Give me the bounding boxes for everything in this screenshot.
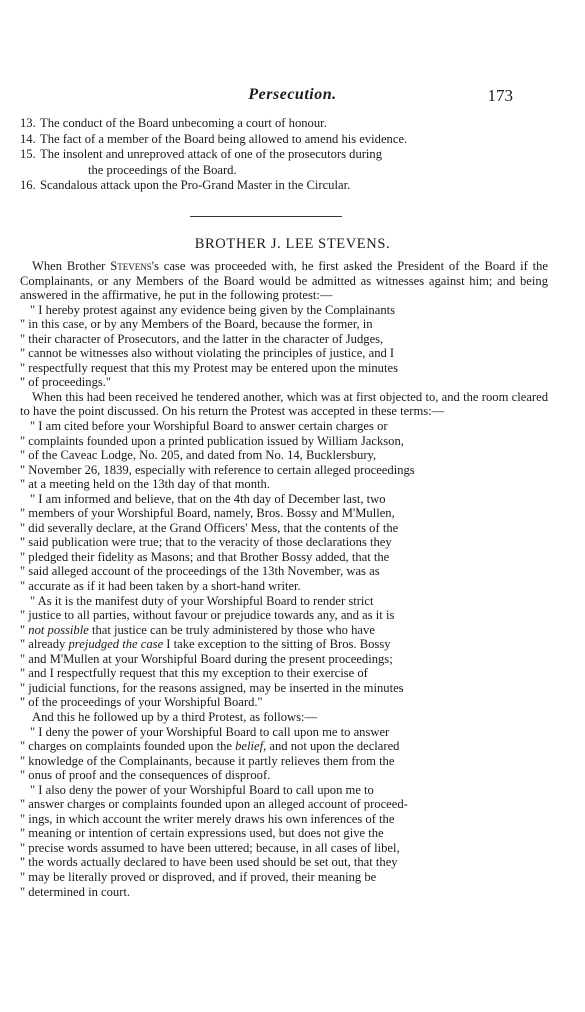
charge-number: 16. xyxy=(20,178,36,192)
italic-phrase: belief xyxy=(235,739,264,754)
text-run: , and not upon the declared " knowledge of the Complainants, because it partly relieves them from the " onus of proof and the consequences of disproof. xyxy=(20,739,400,783)
quoted-protest: " I hereby protest against any evidence being given by the Complainants " in this case, or by any Members of the Board, because the former, in " their character of Prosecutors, and the latter in the character of Judges, " cannot be witnesses also without violating the principles of justice, and I " respectfully request that this my Protest may be entered upon the minutes " of proceedings." xyxy=(20,302,398,390)
list-item xyxy=(20,132,548,148)
paragraph xyxy=(20,259,548,303)
charge-number: 13. xyxy=(20,116,36,130)
running-title: Persecution. xyxy=(248,86,337,103)
page-header xyxy=(0,86,585,106)
body-text xyxy=(20,259,548,899)
quoted-protest: " I also deny the power of your Worshipful Board to call upon me to " answer charges or complaints founded upon an alleged account of proceed- " ings, in which account the writer merely draws his own inferences of the " meaning or intention of certain expressions used, but does not give the " precise words assumed to have been uttered; because, in all cases of libel, " the words actually declared to have been used should be set out, that they " may be literally proved or disproved, and if proved, their meaning be " determined in court. xyxy=(20,782,408,899)
list-item xyxy=(20,178,548,194)
section-heading: BROTHER J. LEE STEVENS. xyxy=(194,236,391,252)
charge-text-continuation: the proceedings of the Board. xyxy=(88,162,237,177)
charge-text: The conduct of the Board unbecoming a court of honour. xyxy=(40,116,327,130)
list-item xyxy=(20,147,548,178)
charge-number: 15. xyxy=(20,147,36,161)
text-run: that justice can be truly administered by those who have " already xyxy=(20,622,375,652)
text-run: When Brother xyxy=(32,259,111,273)
name-small-caps: Stevens xyxy=(110,259,152,273)
quoted-protest xyxy=(20,594,548,710)
italic-phrase: not possible xyxy=(28,622,89,637)
list-item xyxy=(20,116,548,132)
quoted-protest xyxy=(20,725,548,783)
charge-number: 14. xyxy=(20,131,36,146)
section-divider xyxy=(190,216,342,217)
paragraph: And this he followed up by a third Protest, as follows:— xyxy=(32,709,318,724)
page-number: 173 xyxy=(487,86,513,105)
text-run: I take exception to the sitting of Bros. Bossy " and M'Mullen at your Worshipful Board during the present proceedings; " and I respectfully request that this my exception to their exercise of " judicial functions, for the reasons assigned, may be inserted in the minutes " of the proceedings of your Worshipful Board." xyxy=(20,637,404,710)
charge-list xyxy=(20,116,548,194)
paragraph: When this had been received he tendered another, which was at first objected to, and the room cleared to have the point discussed. On his return the Protest was accepted in these terms:— xyxy=(20,389,548,419)
quoted-protest: " I am informed and believe, that on the 4th day of December last, two " members of your Worshipful Board, namely, Bros. Bossy and M'Mullen, " did severally declare, at the Grand Officers' Mess, that the contents of the " said publication were true; that to the veracity of those declarations they " pledged their fidelity as Masons; and that Brother Bossy added, that the " said alleged account of the proceedings of the 13th November, was as " accurate as if it had been taken by a short-hand writer. xyxy=(20,491,399,594)
text-run: " As it is the manifest duty of your Worshipful Board to render strict " justice to all parties, without favour or prejudice towards any, and as it is " xyxy=(20,593,395,637)
text-run: " I deny the power of your Worshipful Board to call upon me to answer " charges on complaints founded upon the xyxy=(20,724,390,754)
quoted-protest: " I am cited before your Worshipful Board to answer certain charges or " complaints founded upon a printed publication issued by William Jackson, " of the Caveac Lodge, No. 205, and dated from No. 14, Bucklersbury, " November 26, 1839, especially with reference to certain alleged proceedings " at a meeting held on the 13th day of that month. xyxy=(20,419,415,492)
text-run: 's case was proceeded with, he first asked the President of the Board if the Complainants, or any Members of the Board would be admitted as witnesses against him; and being answered in the affirmative, he put in the following protest:— xyxy=(20,259,548,303)
charge-text: The insolent and unreproved attack of one of the prosecutors during xyxy=(40,147,383,161)
italic-phrase: prejudged the case xyxy=(68,637,164,652)
charge-text: Scandalous attack upon the Pro-Grand Master in the Circular. xyxy=(40,178,351,192)
charge-text: The fact of a member of the Board being allowed to amend his evidence. xyxy=(40,131,408,146)
charge-text-wrap xyxy=(40,147,548,178)
